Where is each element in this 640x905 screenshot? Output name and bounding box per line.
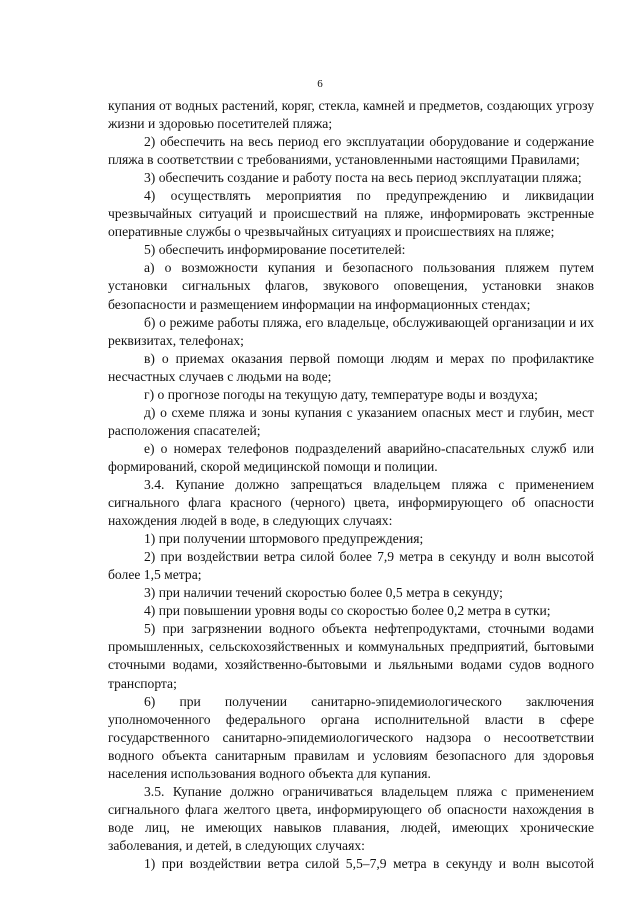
paragraph: 6) при получении санитарно-эпидемиологического заключения уполномоченного федерального органа исполнительной власти в сфере государственного санитарно-эпидемиологического надзора о несоответствии водного объекта санитарным правилам и условиям безопасного для здоровья населения использования водного объекта для купания. bbox=[108, 693, 594, 781]
paragraph: 5) обеспечить информирование посетителей: bbox=[144, 242, 406, 258]
paragraph: а) о возможности купания и безопасного пользования пляжем путем установки сигнальных флагов, звукового оповещения, установки знаков безопасности и размещением информации на информационных стендах; bbox=[108, 260, 594, 312]
paragraph: г) о прогнозе погоды на текущую дату, температуре воды и воздуха; bbox=[144, 386, 538, 402]
paragraph: б) о режиме работы пляжа, его владельце, обслуживающей организации и их реквизитах, телефонах; bbox=[108, 314, 594, 348]
paragraph: 3) обеспечить создание и работу поста на весь период эксплуатации пляжа; bbox=[144, 170, 582, 186]
paragraph: 1) при воздействии ветра силой 5,5–7,9 метра в секунду и волн высотой bbox=[144, 855, 594, 871]
page-number: 6 bbox=[317, 78, 323, 90]
paragraph: в) о приемах оказания первой помощи людям и мерах по профилактике несчастных случаев с людьми на воде; bbox=[108, 350, 594, 384]
paragraph: 5) при загрязнении водного объекта нефтепродуктами, сточными водами промышленных, сельскохозяйственных и коммунальных предприятий, бытовыми сточными водами, хозяйственно-бытовыми и льяльными водами судов водного транспорта; bbox=[108, 621, 594, 691]
paragraph: 4) осуществлять мероприятия по предупреждению и ликвидации чрезвычайных ситуаций и происшествий на пляже, информировать экстренные оперативные службы о чрезвычайных ситуациях и происшествиях на пляже; bbox=[108, 188, 594, 240]
paragraph: 4) при повышении уровня воды со скоростью более 0,2 метра в сутки; bbox=[144, 603, 551, 619]
paragraph: 1) при получении штормового предупреждения; bbox=[144, 531, 424, 547]
paragraph: е) о номерах телефонов подразделений аварийно-спасательных служб или формирований, скорой медицинской помощи и полиции. bbox=[108, 440, 594, 474]
document-body bbox=[108, 97, 594, 873]
paragraph-continuation: купания от водных растений, коряг, стекла, камней и предметов, создающих угрозу жизни и здоровью посетителей пляжа; bbox=[108, 98, 594, 132]
paragraph: 2) при воздействии ветра силой более 7,9 метра в секунду и волн высотой более 1,5 метра; bbox=[108, 549, 594, 583]
paragraph: д) о схеме пляжа и зоны купания с указанием опасных мест и глубин, мест расположения спасателей; bbox=[108, 404, 594, 438]
paragraph: 2) обеспечить на весь период его эксплуатации оборудование и содержание пляжа в соответствии с требованиями, установленными настоящими Правилами; bbox=[108, 134, 594, 168]
paragraph: 3.4. Купание должно запрещаться владельцем пляжа с применением сигнального флага красного (черного) цвета, информирующего об опасности нахождения людей в воде, в следующих случаях: bbox=[108, 476, 594, 529]
paragraph: 3) при наличии течений скоростью более 0,5 метра в секунду; bbox=[144, 585, 503, 601]
paragraph: 3.5. Купание должно ограничиваться владельцем пляжа с применением сигнального флага желтого цвета, информирующего об опасности нахождения в воде лиц, не имеющих навыков плавания, людей, имеющих хронические заболевания, и детей, в следующих случаях: bbox=[108, 783, 594, 853]
